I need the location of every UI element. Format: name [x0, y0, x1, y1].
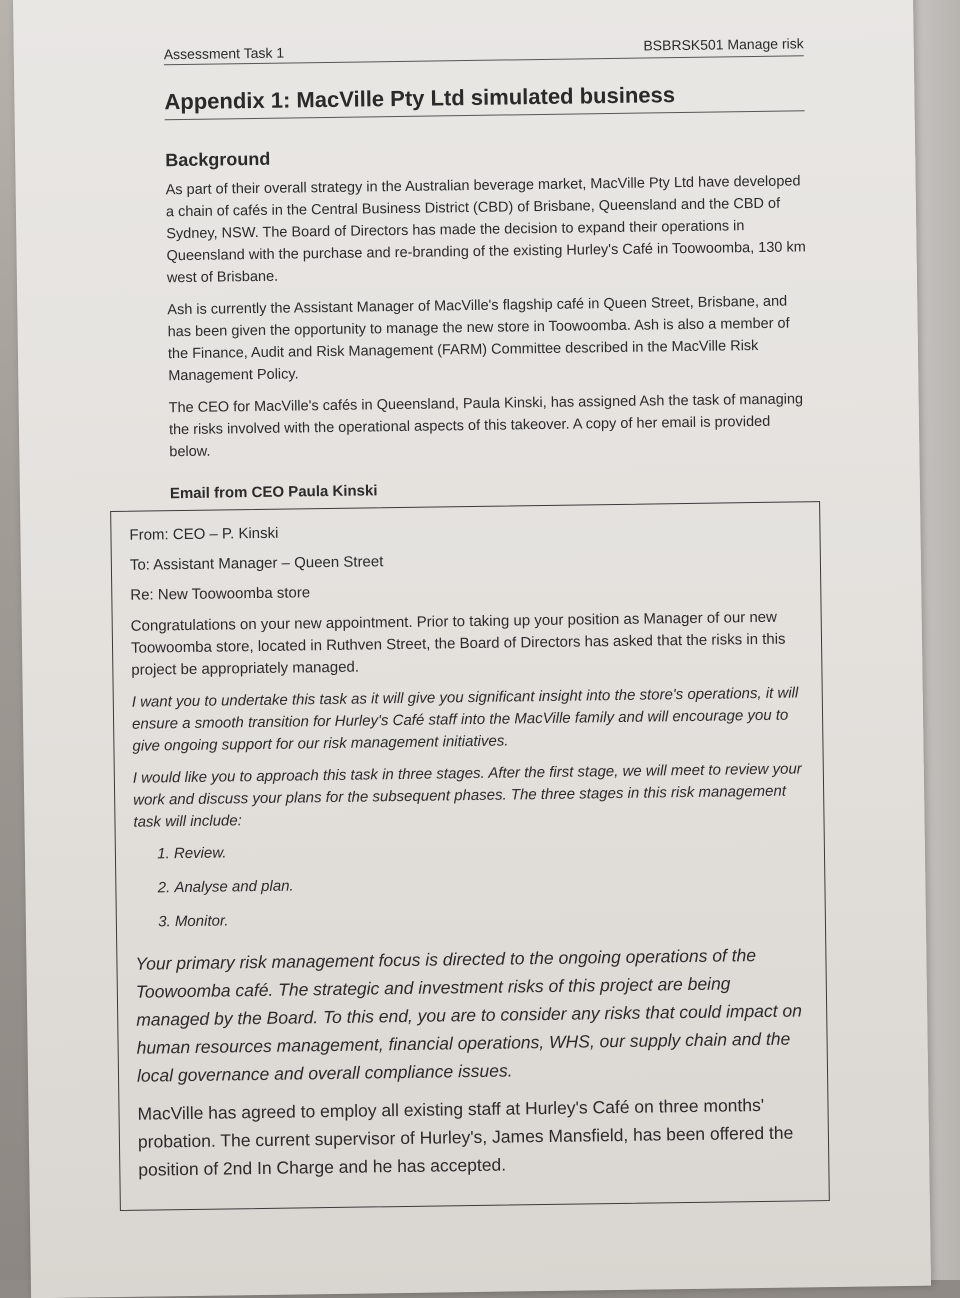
- email-paragraph: I would like you to approach this task in three stages. After the first stage, we will meet to review your work and discuss your plans for the subsequent phases. The three stages in this risk management task will include:: [132, 760, 802, 831]
- email-from: From: CEO – P. Kinski: [129, 524, 279, 544]
- email-subject: Re: New Toowoomba store: [130, 584, 311, 604]
- appendix-title: Appendix 1: MacVille Pty Ltd simulated business: [164, 80, 804, 120]
- email-to: To: Assistant Manager – Queen Street: [129, 553, 384, 574]
- background-paragraph: Ash is currently the Assistant Manager of MacVille's flagship café in Queen Street, Brisbane, and has been given the opportunity to manage the new store in Toowoomba. Ash is also a member of the Finance, Audit and Risk Management (FARM) Committee described in the MacVille Risk Management Policy.: [167, 293, 790, 385]
- background-heading: Background: [165, 148, 271, 171]
- background-paragraph: As part of their overall strategy in the Australian beverage market, MacVille Pty Ltd have developed a chain of cafés in the Central Business District (CBD) of Brisbane, Queensland and the CBD of Sydney, NSW. The Board of Directors has made the decision to expand their operations in Queensland with the purchase and re-branding of the existing Hurley's Café in Toowoomba, 130 km west of Brisbane.: [165, 173, 806, 287]
- page-content: [129, 27, 820, 1210]
- stage-item: 2. Analyse and plan.: [174, 868, 806, 899]
- header-task-label: Assessment Task 1: [163, 44, 285, 63]
- email-paragraph: Congratulations on your new appointment. Prior to taking up your position as Manager of our new Toowoomba store, located in Ruthven Street, the Board of Directors has asked that the risks in this project be appropriately managed.: [130, 608, 786, 679]
- email-box: [110, 501, 830, 1211]
- stage-item: 1. Review.: [174, 834, 806, 865]
- email-heading: Email from CEO Paula Kinski: [169, 482, 378, 503]
- email-paragraph: I want you to undertake this task as it will give you significant insight into the store's operations, it will ensure a smooth transition for Hurley's Café staff into the MacVille family and will encourage you to give ongoing support for our risk management initiatives.: [131, 684, 799, 755]
- staff-paragraph: MacVille has agreed to employ all existing staff at Hurley's Café on three months' probation. The current supervisor of Hurley's, James Mansfield, has been offered the position of 2nd In Charge and he has accepted.: [137, 1094, 794, 1180]
- stage-item: 3. Monitor.: [175, 902, 807, 933]
- header-unit-label: BSBRSK501 Manage risk: [643, 35, 804, 54]
- background-paragraph: The CEO for MacVille's cafés in Queensland, Paula Kinski, has assigned Ash the task of managing the risks involved with the operational aspects of this takeover. A copy of her email is provided below.: [168, 391, 804, 461]
- running-header: [164, 27, 804, 65]
- stages-list: [134, 834, 807, 933]
- document-page: [13, 0, 931, 1298]
- risk-focus-paragraph: Your primary risk management focus is directed to the ongoing operations of the Toowoomba café. The strategic and investment risks of this project are being managed by the Board. To this end, you are to consider any risks that could impact on human resources management, financial operations, WHS, our supply chain and the local governance and overall compliance issues.: [135, 945, 803, 1086]
